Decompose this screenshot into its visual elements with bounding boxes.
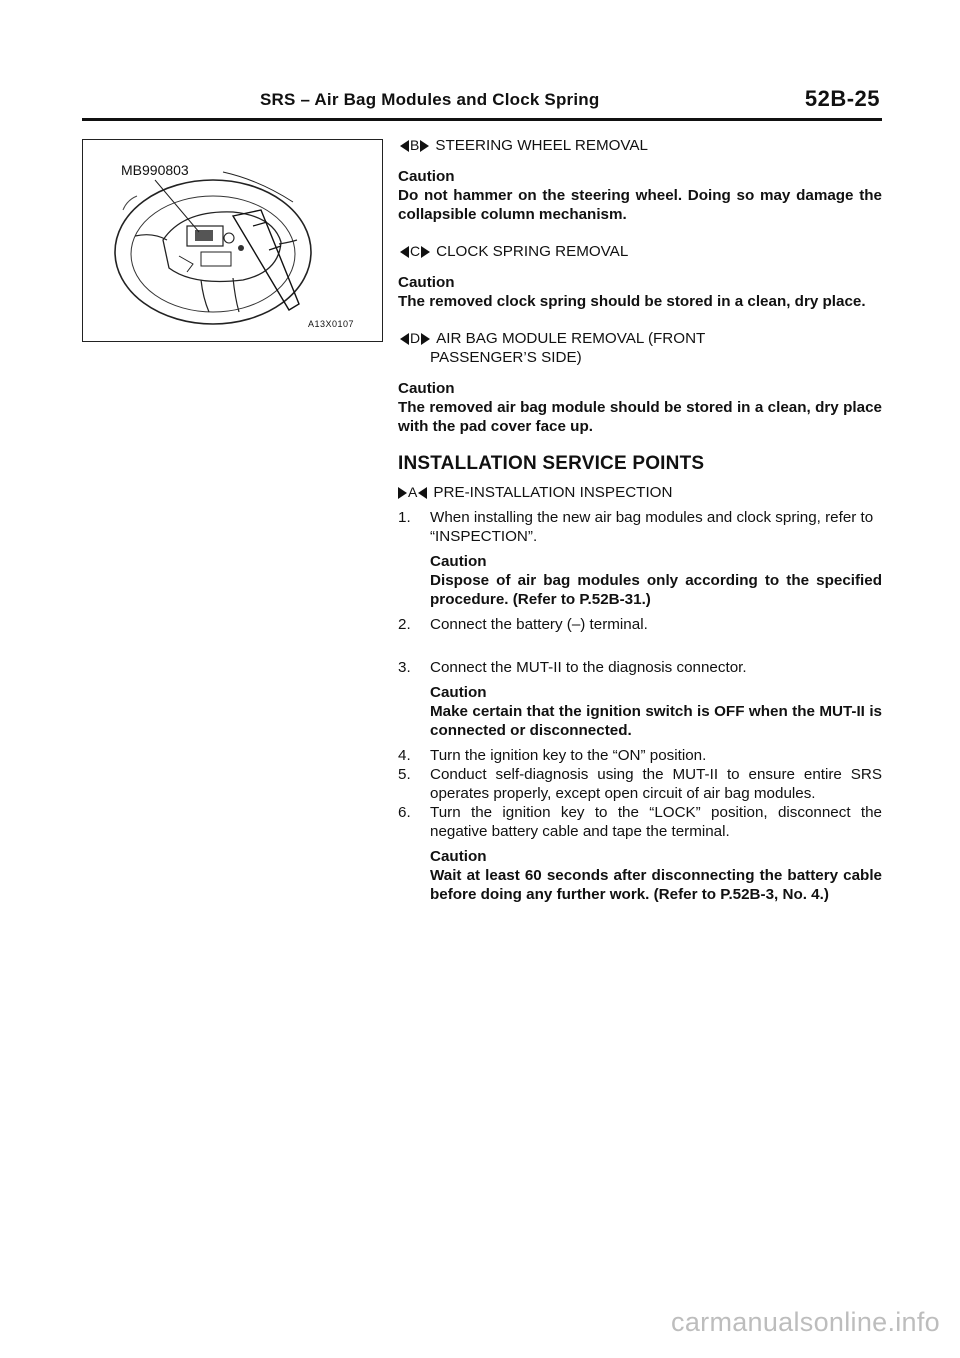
list-item	[398, 658, 882, 677]
caution-title: Caution	[430, 553, 487, 570]
step-text: Turn the ignition key to the “ON” position.	[430, 747, 707, 764]
step-text: When installing the new air bag modules and clock spring, refer to “INSPECTION”.	[430, 509, 874, 545]
caution-title: Caution	[430, 848, 487, 865]
step-number: 3.	[398, 659, 411, 676]
installation-heading: INSTALLATION SERVICE POINTS	[398, 453, 705, 474]
triangle-left-icon	[418, 487, 427, 499]
caution-block	[398, 273, 882, 311]
caution-block	[398, 847, 882, 904]
subsection-title: PRE-INSTALLATION INSPECTION	[433, 484, 673, 501]
marker-letter: B	[410, 137, 420, 153]
step-text: Conduct self-diagnosis using the MUT-II to ensure entire SRS operates properly, except open circuit of air bag modules.	[430, 766, 882, 802]
caution-block	[398, 379, 882, 436]
section-marker-icon	[400, 136, 429, 155]
caution-text: Make certain that the ignition switch is OFF when the MUT-II is connected or disconnected.	[430, 703, 882, 739]
marker-letter: A	[408, 484, 418, 500]
section-marker-icon	[398, 483, 427, 502]
step-number: 6.	[398, 804, 411, 821]
page-header	[82, 84, 882, 118]
step-text: Turn the ignition key to the “LOCK” position, disconnect the negative battery cable and tape the terminal.	[430, 804, 882, 840]
triangle-right-icon	[420, 140, 429, 152]
triangle-right-icon	[398, 487, 407, 499]
section-title: CLOCK SPRING REMOVAL	[436, 243, 629, 260]
list-item	[398, 746, 882, 765]
watermark: carmanualsonline.info	[671, 1307, 940, 1337]
caution-title: Caution	[398, 274, 455, 291]
step-number: 2.	[398, 616, 411, 633]
marker-letter: D	[410, 330, 421, 346]
section-c-heading	[398, 242, 882, 261]
section-title-continued: PASSENGER’S SIDE)	[430, 349, 582, 366]
tool-number-label: MB990803	[121, 162, 189, 178]
triangle-right-icon	[421, 246, 430, 258]
page-title: SRS – Air Bag Modules and Clock Spring	[260, 90, 600, 109]
section-marker-icon	[400, 242, 430, 261]
triangle-left-icon	[400, 140, 409, 152]
figure-code: A13X0107	[307, 319, 354, 329]
caution-text: Dispose of air bag modules only according to the specified procedure. (Refer to P.52B-31.)	[430, 572, 882, 608]
section-b-heading	[398, 136, 882, 155]
marker-letter: C	[410, 243, 421, 259]
caution-block	[398, 683, 882, 740]
caution-text: The removed clock spring should be stored in a clean, dry place.	[398, 293, 866, 310]
list-item	[398, 765, 882, 803]
header-rule	[82, 118, 882, 121]
section-title: AIR BAG MODULE REMOVAL (FRONT	[436, 330, 706, 347]
caution-title: Caution	[398, 168, 455, 185]
main-content	[398, 134, 882, 904]
caution-block	[398, 552, 882, 609]
caution-text: Wait at least 60 seconds after disconnecting the battery cable before doing any further work. (Refer to P.52B-3, No. 4.)	[430, 867, 882, 903]
triangle-right-icon	[421, 333, 430, 345]
triangle-left-icon	[400, 333, 409, 345]
caution-block	[398, 167, 882, 224]
step-number: 1.	[398, 509, 411, 526]
triangle-left-icon	[400, 246, 409, 258]
caution-text: Do not hammer on the steering wheel. Doing so may damage the collapsible column mechanism.	[398, 187, 882, 223]
step-number: 4.	[398, 747, 411, 764]
list-item	[398, 615, 882, 634]
step-text: Connect the battery (–) terminal.	[430, 616, 648, 633]
caution-text: The removed air bag module should be stored in a clean, dry place with the pad cover face up.	[398, 399, 882, 435]
list-item	[398, 803, 882, 841]
page-number: 52B-25	[804, 86, 880, 111]
subsection-a-heading	[398, 483, 882, 502]
list-item	[398, 508, 882, 546]
section-d-heading	[398, 329, 882, 348]
steering-wheel-illustration	[82, 139, 383, 342]
caution-title: Caution	[430, 684, 487, 701]
caution-title: Caution	[398, 380, 455, 397]
step-number: 5.	[398, 766, 411, 783]
section-title: STEERING WHEEL REMOVAL	[435, 137, 649, 154]
section-marker-icon	[400, 329, 430, 348]
step-text: Connect the MUT-II to the diagnosis connector.	[430, 659, 747, 676]
